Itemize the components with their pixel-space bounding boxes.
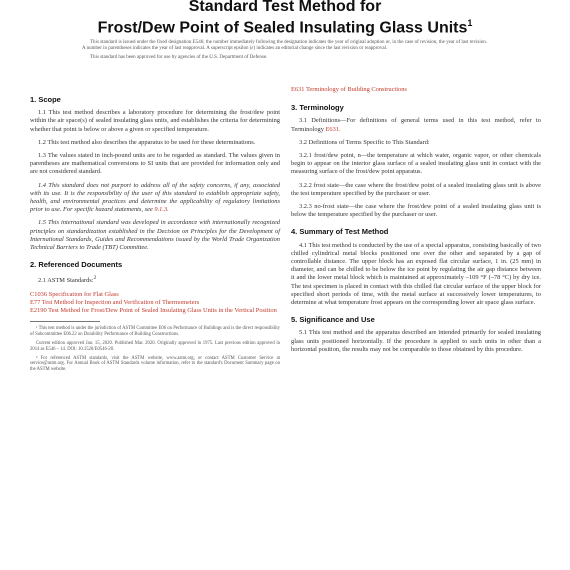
reference-item[interactable] — [30, 307, 280, 315]
reference-item[interactable] — [30, 299, 280, 307]
dod-approval-note: This standard has been approved for use by agencies of the U.S. Department of Defense. — [90, 55, 268, 61]
terminology-3-2-1: 3.2.1 frost/dew point, n—the temperature at which water, organic vapor, or other chemicals begin to appear on the interior glass surface of a sealed insulating glass unit in contact with the measuring surface of the frost/dew point apparatus. — [291, 152, 541, 176]
scope-1-4-text: 1.4 This standard does not purport to address all of the safety concerns, if any, associated with its use. It is the responsibility of the user of this standard to establish appropriate safety, health, and environmental practices and determine the applicability of regulatory limitations prior to use. For specific hazard statements, see — [30, 181, 280, 214]
reference-item[interactable] — [30, 291, 280, 299]
significance-5-1: 5.1 This test method and the apparatus described are intended primarily for sealed insulating glass units positioned horizontally. If the procedure is applied to such units in other than a horizontal position, the results may not be comparable to those obtained by this procedure. — [291, 329, 541, 353]
astm-standards-text: 2.1 ASTM Standards: — [38, 277, 94, 285]
title-line-2-text: Frost/Dew Point of Sealed Insulating Glass Units — [97, 19, 468, 37]
astm-standards-marker: 2 — [93, 275, 97, 282]
terminology-link[interactable]: E631. — [325, 125, 341, 133]
right-column — [291, 86, 541, 359]
scope-1-3: 1.3 The values stated in inch-pound units are to be regarded as standard. The values given in parentheses are mathematical conversions to SI units that are provided for information only and are not considered standard. — [30, 152, 280, 176]
reference-item[interactable] — [291, 86, 541, 94]
terminology-3-1-text: 3.1 Definitions—For definitions of general terms used in this test method, refer to Terminology — [291, 117, 541, 133]
reference-title[interactable]: Specification for Flat Glass — [48, 290, 119, 298]
footnote-1-edition: Current edition approved Jan. 15, 2020. Published Mar. 2020. Originally approved in 1975. Last previous edition approved in 2014 as E546 – 14. DOI: 10.1520/E0546-20. — [30, 340, 280, 352]
title-line-2 — [0, 15, 570, 36]
footnote-1: ¹ This test method is under the jurisdiction of ASTM Committee E06 on Performance of Buildings and is the direct responsibility of Subcommittee E06.22 on Durability Performance of Building Constructions. — [30, 326, 280, 338]
reference-code[interactable]: C1036 — [30, 290, 48, 298]
scope-heading: 1. Scope — [30, 95, 61, 104]
reference-title[interactable]: Test Method for Frost/Dew Point of Sealed Insulating Glass Units in the Vertical Position — [48, 307, 277, 315]
summary-4-1: 4.1 This test method is conducted by the use of a special apparatus, consisting basically of two chilled cylindrical metal blocks positioned one over the other and separated by a gap of controllable distance. The upper block has an exposed flat circular surface, 1 in. (25 mm) in diameter, and can be chilled to be below the ice point by regulating the air gap distance between it and the lower metal block which is maintained at approximately –109 °F (–78 °C) by dry ice. The test specimen is placed in contact with this chilled flat circular surface of the upper block for specified short periods of time, with the metal surface at successively lower temperatures, to determine at what temperature frost appears on the corresponding lower air space glass surface. — [291, 241, 541, 307]
summary-heading: 4. Summary of Test Method — [291, 227, 389, 237]
left-column — [30, 96, 280, 376]
terminology-3-1 — [291, 117, 541, 133]
referenced-documents-heading: 2. Referenced Documents — [30, 260, 123, 270]
terminology-3-2-2: 3.2.2 frost state—the case where the frost/dew point of a sealed insulating glass unit is above the test temperature specified by the purchaser or user. — [291, 181, 541, 197]
header-notes — [82, 40, 487, 65]
document-title — [0, 0, 570, 36]
designation-note: This standard is issued under the fixed designation E546; the number immediately following the designation indicates the year of original adoption or, in the case of revision, the year of last revision. A number in parentheses indicates the year of last reapproval. A superscript epsilon (ε) indicates an editorial change since the last revision or reapproval. — [82, 40, 487, 52]
terminology-3-2: 3.2 Definitions of Terms Specific to This Standard: — [299, 138, 430, 146]
scope-1-2: 1.2 This test method also describes the apparatus to be used for these determinations. — [38, 138, 256, 146]
reference-list — [30, 291, 280, 316]
scope-1-4 — [30, 182, 280, 215]
terminology-3-2-3: 3.2.3 no-frost state—the case where the frost/dew point of a sealed insulating glass unit is below the temperature specified by the purchaser or user. — [291, 203, 541, 219]
terminology-heading: 3. Terminology — [291, 103, 344, 113]
reference-e631[interactable]: E631 Terminology of Building Constructions — [291, 86, 407, 93]
hazard-link[interactable]: 9.1.3. — [154, 206, 169, 214]
reference-title[interactable]: Test Method for Inspection and Verification of Thermometers — [41, 298, 200, 306]
significance-heading: 5. Significance and Use — [291, 315, 375, 325]
reference-code[interactable]: E77 — [30, 298, 41, 306]
title-line-1: Standard Test Method for — [188, 0, 382, 15]
scope-1-5: 1.5 This international standard was developed in accordance with internationally recognized principles on standardization established in the Decision on Principles for the Development of International Standards, Guides and Recommendations issued by the World Trade Organization Technical Barriers to Trade (TBT) Committee. — [30, 219, 280, 252]
reference-code[interactable]: E2190 — [30, 307, 47, 315]
title-footnote-marker: 1 — [467, 18, 473, 28]
scope-1-1: 1.1 This test method describes a laboratory procedure for determining the frost/dew point within the air space(s) of sealed insulating glass units, and establishes the criteria for determining whether that point is below or above a given or specified temperature. — [30, 109, 280, 133]
astm-standards-label — [30, 274, 280, 285]
footnote-2: ² For referenced ASTM standards, visit the ASTM website, www.astm.org, or contact ASTM Customer Service at service@astm.org. For Annual Book of ASTM Standards volume information, refer to the standard's Document Summary page on the ASTM website. — [30, 355, 280, 373]
footnote-divider — [30, 321, 100, 322]
